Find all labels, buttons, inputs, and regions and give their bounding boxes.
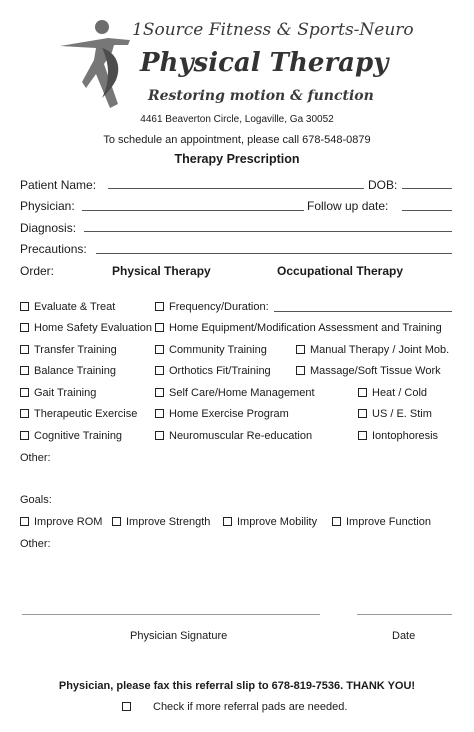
checkbox-improve-strength[interactable]: Improve Strength bbox=[112, 516, 210, 528]
physician-line[interactable] bbox=[82, 210, 304, 211]
follow-up-label: Follow up date: bbox=[307, 199, 389, 213]
checkbox-therapeutic-exercise[interactable]: Therapeutic Exercise bbox=[20, 408, 137, 420]
checkbox-icon bbox=[20, 409, 29, 418]
patient-name-line[interactable] bbox=[108, 188, 364, 189]
checkbox-improve-function[interactable]: Improve Function bbox=[332, 516, 431, 528]
checkbox-icon bbox=[296, 345, 305, 354]
checkbox-frequency-duration[interactable]: Frequency/Duration: bbox=[155, 301, 269, 313]
patient-name-label: Patient Name: bbox=[20, 178, 97, 192]
checkbox-manual-therapy[interactable]: Manual Therapy / Joint Mob. bbox=[296, 344, 449, 356]
checkbox-icon bbox=[358, 431, 367, 440]
checkbox-cognitive-training[interactable]: Cognitive Training bbox=[20, 430, 122, 442]
checkbox-iontophoresis[interactable]: Iontophoresis bbox=[358, 430, 438, 442]
order-label: Order: bbox=[20, 264, 55, 278]
checkbox-icon bbox=[122, 702, 131, 711]
schedule-text: To schedule an appointment, please call 678-548-0879 bbox=[103, 134, 371, 146]
address: 4461 Beaverton Circle, Logaville, Ga 30052 bbox=[140, 114, 334, 125]
diagnosis-line[interactable] bbox=[84, 231, 452, 232]
diagnosis-label: Diagnosis: bbox=[20, 221, 77, 235]
checkbox-evaluate-treat[interactable]: Evaluate & Treat bbox=[20, 301, 115, 313]
goals-other-label: Other: bbox=[20, 538, 51, 550]
checklist-other-label: Other: bbox=[20, 452, 51, 464]
checkbox-home-safety[interactable]: Home Safety Evaluation bbox=[20, 322, 152, 334]
checkbox-icon bbox=[20, 345, 29, 354]
checkbox-balance-training[interactable]: Balance Training bbox=[20, 365, 116, 377]
order-occupational-therapy: Occupational Therapy bbox=[277, 264, 404, 278]
fax-notice: Physician, please fax this referral slip to 678-819-7536. THANK YOU! bbox=[58, 680, 416, 692]
checkbox-more-pads[interactable]: Check if more referral pads are needed. bbox=[122, 701, 347, 713]
checkbox-icon bbox=[20, 388, 29, 397]
checkbox-massage[interactable]: Massage/Soft Tissue Work bbox=[296, 365, 441, 377]
physician-signature-label: Physician Signature bbox=[130, 630, 228, 642]
checkbox-icon bbox=[358, 388, 367, 397]
tagline: Restoring motion & function bbox=[148, 88, 374, 104]
form-title: Therapy Prescription bbox=[174, 152, 300, 166]
date-label: Date bbox=[392, 630, 416, 642]
checkbox-icon bbox=[20, 366, 29, 375]
checkbox-icon bbox=[155, 409, 164, 418]
checkbox-icon bbox=[20, 431, 29, 440]
order-physical-therapy: Physical Therapy bbox=[112, 264, 211, 278]
checkbox-transfer-training[interactable]: Transfer Training bbox=[20, 344, 117, 356]
checkbox-self-care[interactable]: Self Care/Home Management bbox=[155, 387, 315, 399]
frequency-duration-line[interactable] bbox=[274, 311, 452, 312]
checkbox-home-equipment[interactable]: Home Equipment/Modification Assessment and Training bbox=[155, 322, 442, 334]
checkbox-icon bbox=[358, 409, 367, 418]
checkbox-icon bbox=[155, 431, 164, 440]
checkbox-icon bbox=[20, 323, 29, 332]
precautions-label: Precautions: bbox=[20, 242, 87, 256]
dob-label: DOB: bbox=[368, 178, 398, 192]
checkbox-icon bbox=[155, 323, 164, 332]
checkbox-icon bbox=[223, 517, 232, 526]
checkbox-us-estim[interactable]: US / E. Stim bbox=[358, 408, 432, 420]
precautions-line[interactable] bbox=[96, 253, 452, 254]
checkbox-icon bbox=[296, 366, 305, 375]
date-line[interactable] bbox=[357, 614, 452, 615]
checkbox-home-exercise[interactable]: Home Exercise Program bbox=[155, 408, 289, 420]
checkbox-neuromuscular[interactable]: Neuromuscular Re-education bbox=[155, 430, 312, 442]
logo-figure-icon bbox=[56, 18, 136, 114]
checkbox-icon bbox=[332, 517, 341, 526]
checkbox-improve-mobility[interactable]: Improve Mobility bbox=[223, 516, 317, 528]
checkbox-icon bbox=[155, 366, 164, 375]
checkbox-community-training[interactable]: Community Training bbox=[155, 344, 267, 356]
checkbox-icon bbox=[20, 517, 29, 526]
physician-signature-line[interactable] bbox=[22, 614, 320, 615]
checkbox-orthotics[interactable]: Orthotics Fit/Training bbox=[155, 365, 271, 377]
checkbox-improve-rom[interactable]: Improve ROM bbox=[20, 516, 102, 528]
goals-label: Goals: bbox=[20, 494, 52, 506]
checkbox-icon bbox=[112, 517, 121, 526]
follow-up-line[interactable] bbox=[402, 210, 452, 211]
checkbox-icon bbox=[155, 388, 164, 397]
checkbox-icon bbox=[155, 345, 164, 354]
checkbox-gait-training[interactable]: Gait Training bbox=[20, 387, 96, 399]
checkbox-icon bbox=[155, 302, 164, 311]
dob-line[interactable] bbox=[402, 188, 452, 189]
checkbox-icon bbox=[20, 302, 29, 311]
checkbox-heat-cold[interactable]: Heat / Cold bbox=[358, 387, 427, 399]
company-line: 1Source Fitness & Sports-Neuro bbox=[132, 20, 414, 40]
physician-label: Physician: bbox=[20, 199, 75, 213]
company-title: Physical Therapy bbox=[140, 48, 389, 78]
